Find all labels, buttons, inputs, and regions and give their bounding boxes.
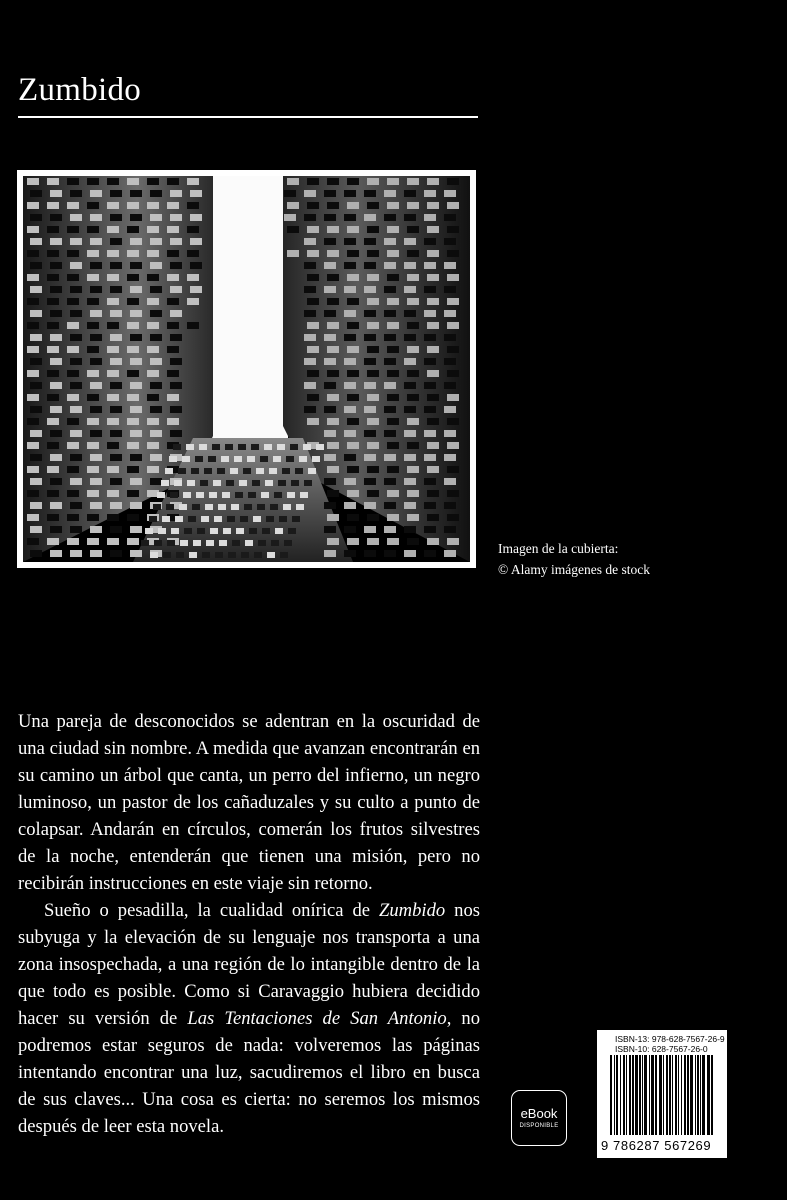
synopsis-artwork-reference: Las Tentaciones de San Antonio [187,1008,447,1029]
barcode-bars [610,1055,716,1139]
synopsis [18,708,480,1140]
book-title: Zumbido [18,72,142,108]
synopsis-p2-part-c: , no podremos estar seguros de nada: volveremos las páginas intentando encontrar una luz, sacudiremos el libro en busca de sus claves... Una cosa es cierta: no seremos los mismos después de leer esta novela. [18,1008,481,1137]
cover-image-credit [498,538,650,580]
credit-line-2: © Alamy imágenes de stock [498,562,650,577]
ebook-badge [511,1090,567,1146]
ebook-badge-sublabel: DISPONIBLE [519,1123,559,1129]
isbn-10-label: ISBN-10: 628-7567-26-0 [615,1044,708,1054]
synopsis-p2-part-a: Sueño o pesadilla, la cualidad onírica de [44,900,380,921]
cover-photo-image [23,176,470,562]
isbn-barcode [597,1030,727,1158]
credit-line-1: Imagen de la cubierta: [498,541,619,556]
ebook-badge-label: eBook [520,1106,558,1121]
synopsis-book-title: Zumbido [379,900,446,921]
cover-photo [17,170,476,568]
title-rule [18,116,478,118]
barcode-digits: 9 786287 567269 [601,1138,712,1153]
synopsis-p2-part-b: nos subyuga y la elevación de su lenguaje nos transporta a una zona insospechada, a una región de lo intangible dentro de la que todo es posible. Como si Caravaggio hubiera decidido hacer su versión de [18,900,480,1029]
synopsis-paragraph-2 [18,897,480,1140]
isbn-13-label: ISBN-13: 978-628-7567-26-9 [615,1034,725,1044]
synopsis-paragraph-1: Una pareja de desconocidos se adentran en la oscuridad de una ciudad sin nombre. A medida que avanzan encontrarán en su camino un árbol que canta, un perro del infierno, un negro luminoso, un pastor de los cañaduzales y su culto a punto de colapsar. Andarán en círculos, comerán los frutos silvestres de la noche, entenderán que tienen una misión, pero no recibirán instrucciones en este viaje sin retorno. [18,711,480,894]
